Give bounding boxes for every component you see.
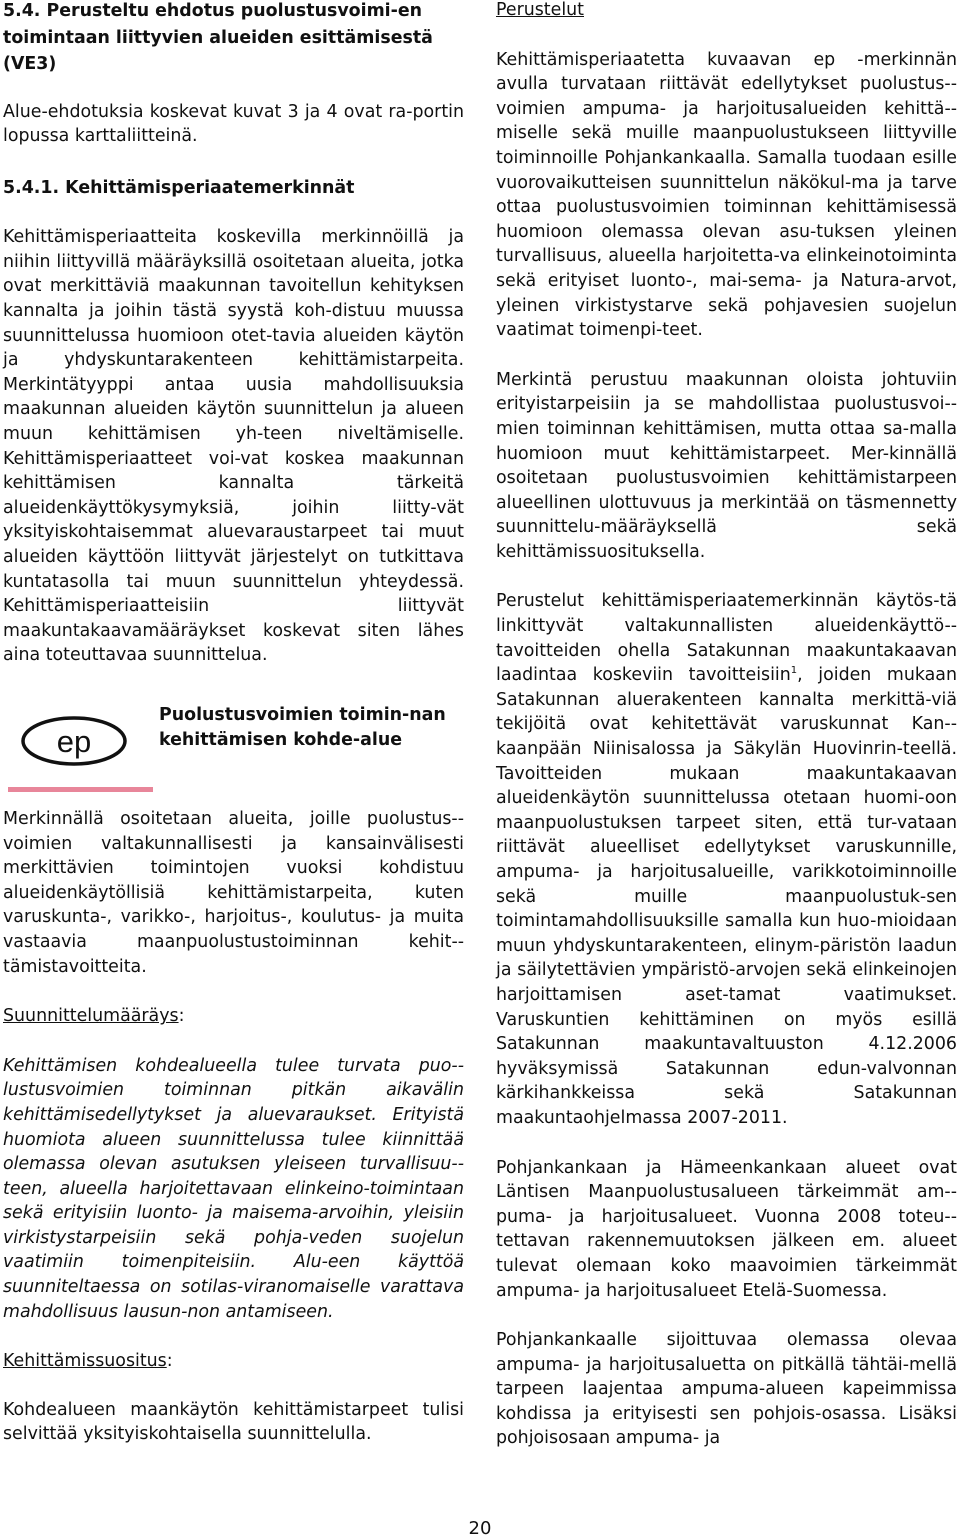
body-paragraph-2: Merkinnällä osoitetaan alueita, joille puolustus-voimien valtakunnallisesti ja kansainvälisesti merkittävien toimintojen vuoksi kohdistuu alueidenkäytöllisiä kehittämistarpeita, kuten varuskunta-, varikko-, harjoitus-, koulutus- ja muita vastaavia maanpuolustustoiminnan kehit-tämistavoitteita.: [3, 808, 464, 977]
rationale-paragraph-1: Kehittämisperiaatetta kuvaavan ep -merkinnän avulla turvataan riittävät edellytykset puolustus-voimien ampuma- ja harjoitusalueiden kehittä-miselle sekä muille maanpuolustukseen liittyville toiminnoille Pohjankankaalla. Samalla tuodaan esille vuorovaikutteisen suunnittelun näkökul-ma ja tarve ottaa puolustusvoimien toiminnan kehittämisessä huomioon olemassa olevan asu-tuksen yleinen turvallisuus, alueella harjoitetta-va elinkeinotoiminta sekä erityiset luonto-, mai-sema- ja Natura-arvot, yleinen virkistystarve sekä pohjavesien suojelun vaatimat toimenpi-teet.: [496, 49, 957, 341]
rationale-paragraph-3-start: Perustelut kehittämisperiaatemerkinnän käytös-tä linkittyvät valtakunnallisten alueidenkäyttö-tavoitteiden ohella Satakunnan maakuntakaavan laadintaa koskeviin tavoitteisiin: [496, 591, 957, 686]
perustelut-label: Perustelut: [496, 0, 584, 20]
kehittamissuositus-label: Kehittämissuositus: [3, 1351, 167, 1372]
section-heading-5-4-1: 5.4.1. Kehittämisperiaatemerkinnät: [3, 177, 355, 198]
kehittamissuositus-line: [3, 1349, 464, 1374]
regulation-paragraph: Kehittämisen kohdealueella tulee turvata puo-lustusvoimien toiminnan pitkän aikavälin kehittämisedellytykset ja aluevaraukset. Erityistä huomiota alueen suunnittelussa tulee kiinnittää olemassa olevan asutuksen yleiseen turvallisuu-teen, alueella harjoitettavaan elinkeino-toimintaan sekä erityisiin luonto- ja maisema-arvoihin, yleisiin virkistystarpeisiin sekä pohja-veden suojelun vaatimiin toimenpiteisiin. Alu-een käyttöä suunniteltaessa on sotilas-viranomaiselle varattava mahdollisuus lausun-non antamiseen.: [3, 1055, 464, 1322]
rationale-paragraph-3-end: , joiden mukaan Satakunnan aluerakenteen kannalta merkittä-viä tekijöitä ovat kehitettävät varuskunnat Kan-kaanpään Niinisalossa ja Säkylän Huovinrin-teellä. Tavoitteiden mukaan maakuntakaavan alueidenkäytön suunnittelussa otetaan huomi-oon maanpuolustuksen tarpeet siten, että tur-vataan riittävät alueelliset edellytykset varuskunnille, ampuma- ja harjoitusalueille, varikkotoiminnoille sekä muille maanpuolustuk-sen toimintamahdollisuuksille samalla kun huo-mioidaan muun yhdyskuntarakenteen, elinym-päristön laadun ja säilytettävien ympäristö-arvojen sekä elinkeinojen harjoittamisen aset-tamat vaatimukset. Varuskuntien kehittäminen on myös esillä Satakunnan maakuntavaltuuston 4.12.2006 hyväksymissä Satakunnan edun-valvonnan kärkihankkeissa sekä Satakunnan maakuntaohjelmassa 2007-2011.: [496, 665, 957, 1128]
body-paragraph-1: Kehittämisperiaatteita koskevilla merkinnöillä ja niihin liittyvillä määräyksillä osoitetaan alueita, jotka ovat merkittäviä maakunnan tavoitellun kehityksen kannalta ja joihin tästä syystä koh-distuu muussa suunnittelussa huomioon otet-tavia alueiden käytön ja yhdyskuntarakenteen kehittämistarpeita. Merkintätyyppi antaa uusia mahdollisuuksia maakunnan alueiden käytön suunnittelun ja alueen muun kehittämisen yh-teen niveltämiselle. Kehittämisperiaatteet voi-vat koskea maakunnan kehittämisen kannalta tärkeitä alueidenkäyttökysymyksiä, joihin liitty-vät yksityiskohtaisemmat aluevaraustarpeet tai muut alueiden käyttöön liittyvät järjestelyt on tutkittava kuntatasolla tai muun suunnittelun yhteydessä. Kehittämisperiaatteisiin liittyvät maakuntakaavamääräykset koskevat siten lähes aina toteuttavaa suunnittelua.: [3, 227, 464, 666]
section-heading-5-4: 5.4. Perusteltu ehdotus puolustusvoimi-en toimintaan liittyvien alueiden esittämisestä (VE3): [3, 1, 433, 74]
intro-paragraph: Alue-ehdotuksia koskevat kuvat 3 ja 4 ovat ra-portin lopussa karttaliitteinä.: [3, 101, 464, 147]
footnote-ref: 1: [790, 665, 798, 677]
legend-entry: [3, 704, 464, 813]
page-number: 20: [468, 1518, 492, 1539]
legend-entry-title: Puolustusvoimien toimin-nan kehittämisen kohde-alue: [159, 704, 446, 750]
recommendation-paragraph: Kohdealueen maankäytön kehittämistarpeet tulisi selvittää yksityiskohtaisella suunnittelulla.: [3, 1399, 464, 1445]
colon: :: [166, 1351, 173, 1372]
rationale-paragraph-5: Pohjankankaalle sijoittuvaa olemassa olevaa ampuma- ja harjoitusaluetta on pitkällä tähtäi-mellä tarpeen laajentaa ampuma-alueen kapeimmissa kohdissa ja erityisesti sen pohjois-osassa. Lisäksi pohjoisosaan ampuma- ja: [496, 1330, 957, 1449]
symbol-label: ep: [56, 723, 92, 759]
suunnittelumaarays-label: Suunnittelumääräys: [3, 1006, 179, 1027]
rationale-paragraph-3: [496, 589, 957, 1130]
colon: :: [178, 1006, 185, 1027]
left-column: [3, 0, 464, 1447]
ep-map-symbol-icon: [3, 709, 153, 805]
rationale-paragraph-4: Pohjankankaan ja Hämeenkankaan alueet ovat Läntisen Maanpuolustusalueen tärkeimmät am-puma- ja harjoitusalueet. Vuonna 2008 toteu-tettavan rakennemuutoksen jälkeen em. alueet tulevat olemaan koko maavoimien tärkeimmät ampuma- ja harjoitusalueet Etelä-Suomessa.: [496, 1157, 957, 1301]
rationale-paragraph-2: Merkintä perustuu maakunnan oloista johtuviin erityistarpeisiin ja se mahdollistaa puolustusvoi-mien toiminnan kehittämisen, mutta ottaa sa-malla huomioon muut kehittämistarpeet. Mer-kinnällä osoitetaan puolustusvoimien kehittämistarpeen alueellinen ulottuvuus ja merkintää on täsmennetty suunnittelu-määräyksellä sekä kehittämissuosituksella.: [496, 369, 957, 562]
suunnittelumaarays-line: [3, 1004, 464, 1029]
right-column: [496, 0, 957, 1451]
